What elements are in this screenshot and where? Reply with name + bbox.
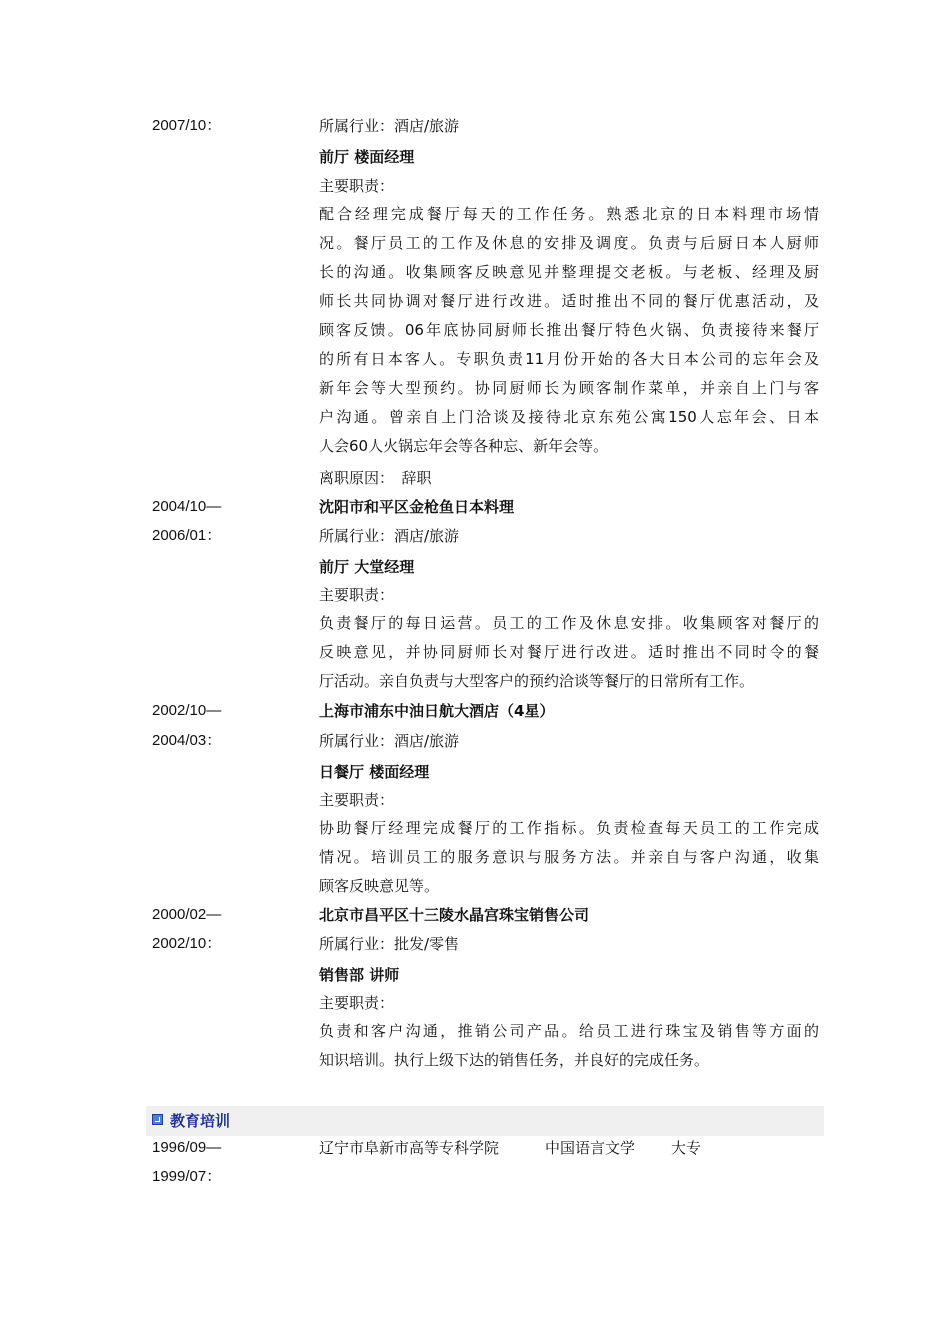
job-duties xyxy=(319,1017,819,1075)
duty-line: 况。餐厅员工的工作及休息的安排及调度。负责与后厨日本人厨师 xyxy=(319,234,819,252)
edu-date-end: 1999/07： xyxy=(152,1168,222,1185)
duty-line: 负责餐厅的每日运营。员工的工作及休息安排。收集顾客对餐厅的 xyxy=(319,614,819,632)
job-duties-label: 主要职责： xyxy=(319,994,395,1012)
job-industry: 所属行业：批发/零售 xyxy=(319,935,460,953)
duty-line: 长的沟通。收集顾客反映意见并整理提交老板。与老板、经理及厨 xyxy=(319,263,819,281)
duty-line: 配合经理完成餐厅每天的工作任务。熟悉北京的日本料理市场情 xyxy=(319,205,819,223)
job-duties xyxy=(319,814,819,901)
job-duties-label: 主要职责： xyxy=(319,177,395,195)
job-duties-label: 主要职责： xyxy=(319,586,395,604)
job-industry: 所属行业：酒店/旅游 xyxy=(319,732,460,750)
job-duties xyxy=(319,609,819,696)
edu-school: 辽宁市阜新市高等专科学院 xyxy=(319,1139,500,1157)
job-duties xyxy=(319,200,819,461)
job-date-start: 2002/10— xyxy=(152,702,222,719)
job-date-end: 2006/01： xyxy=(152,527,222,544)
job-date-start: 2000/02— xyxy=(152,906,222,923)
duty-line: 人会60人火锅忘年会等各种忘、新年会等。 xyxy=(319,437,609,455)
job-company: 上海市浦东中油日航大酒店（4星） xyxy=(319,702,555,720)
duty-line: 顾客反映意见等。 xyxy=(319,877,440,895)
job-industry: 所属行业：酒店/旅游 xyxy=(319,527,460,545)
duty-line: 户沟通。曾亲自上门洽谈及接待北京东苑公寓150人忘年会、日本 xyxy=(319,408,819,426)
job-industry: 所属行业：酒店/旅游 xyxy=(319,117,460,135)
job-company: 北京市昌平区十三陵水晶宫珠宝销售公司 xyxy=(319,906,590,924)
duty-line: 知识培训。执行上级下达的销售任务，并良好的完成任务。 xyxy=(319,1051,710,1069)
job-position: 日餐厅 楼面经理 xyxy=(319,763,430,781)
duty-line: 厅活动。亲自负责与大型客户的预约洽谈等餐厅的日常所有工作。 xyxy=(319,672,755,690)
job-position: 前厅 大堂经理 xyxy=(319,558,415,576)
job-date-end: 2004/03： xyxy=(152,732,222,749)
duty-line: 新年会等大型预约。协同厨师长为顾客制作菜单，并亲自上门与客 xyxy=(319,379,819,397)
duty-line: 情况。培训员工的服务意识与服务方法。并亲自与客户沟通，收集 xyxy=(319,848,819,866)
job-date-start: 2004/10— xyxy=(152,498,222,515)
duty-line: 师长共同协调对餐厅进行改进。适时推出不同的餐厅优惠活动，及 xyxy=(319,292,819,310)
section-icon xyxy=(152,1114,163,1125)
job-date-end: 2002/10： xyxy=(152,935,222,952)
job-position: 前厅 楼面经理 xyxy=(319,148,415,166)
job-duties-label: 主要职责： xyxy=(319,791,395,809)
section-title: 教育培训 xyxy=(170,1112,231,1130)
edu-date-start: 1996/09— xyxy=(152,1139,222,1156)
job-position: 销售部 讲师 xyxy=(319,966,400,984)
duty-line: 负责和客户沟通，推销公司产品。给员工进行珠宝及销售等方面的 xyxy=(319,1022,819,1040)
edu-major: 中国语言文学 xyxy=(545,1139,636,1157)
edu-degree: 大专 xyxy=(671,1139,702,1157)
duty-line: 反映意见，并协同厨师长对餐厅进行改进。适时推出不同时令的餐 xyxy=(319,643,819,661)
duty-line: 的所有日本客人。专职负责11月份开始的各大日本公司的忘年会及 xyxy=(319,350,819,368)
duty-line: 协助餐厅经理完成餐厅的工作指标。负责检查每天员工的工作完成 xyxy=(319,819,819,837)
job-company: 沈阳市和平区金枪鱼日本料理 xyxy=(319,498,515,516)
section-header-education xyxy=(146,1106,824,1136)
job-date-end: 2007/10： xyxy=(152,117,222,134)
duty-line: 顾客反馈。06年底协同厨师长推出餐厅特色火锅、负责接待来餐厅 xyxy=(319,321,819,339)
job-leave-reason: 离职原因： 辞职 xyxy=(319,469,432,487)
